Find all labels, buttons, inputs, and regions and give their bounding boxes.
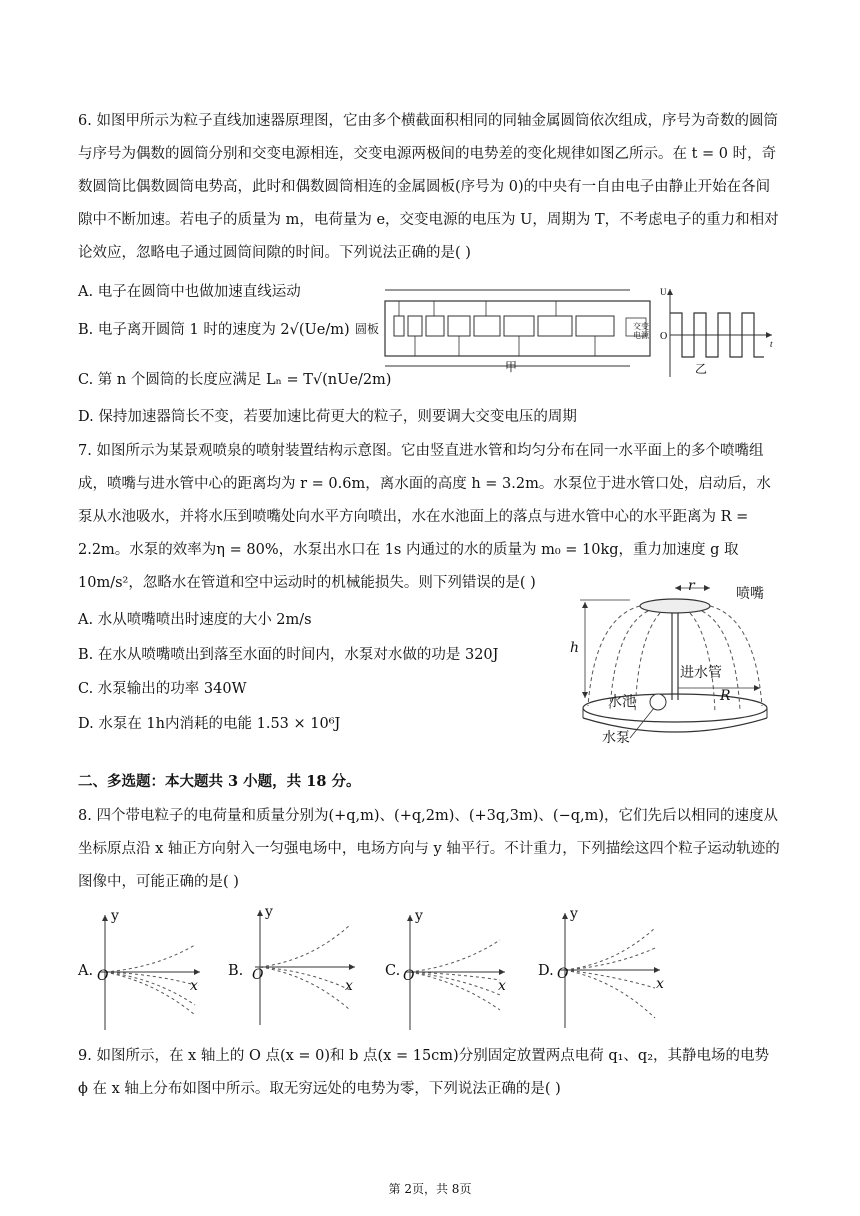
q8-option-d: D.: [538, 963, 554, 979]
q9-stem: 9. 如图所示，在 x 轴上的 O 点(x = 0)和 b 点(x = 15cm)分别固定放置两点电荷 q₁、q₂，其静电场的电势 ϕ 在 x 轴上分布如图中所示。取无穷远处的电势为零，下列说法正确的是( ): [78, 1048, 770, 1097]
svg-text:t: t: [770, 339, 773, 349]
label-pool: 水池: [608, 694, 636, 710]
section-multiple-choice: 二、多选题：本大题共 3 小题，共 18 分。: [78, 773, 361, 790]
q8-option-a: A.: [78, 963, 94, 979]
label-ac-source: 交变电源: [633, 322, 649, 340]
label-pump: 水泵: [602, 730, 630, 746]
q7-option-b: B. 在水从喷嘴喷出到落至水面的时间内，水泵对水做的功是 320J: [78, 647, 499, 663]
q7-stem: 7. 如图所示为某景观喷泉的喷射装置结构示意图。它由竖直进水管和均匀分布在同一水平面上的多个喷嘴组成，喷嘴与进水管中心的距离均为 r = 0.6m，离水面的高度 h = 3.2m。水泵位于进水管口处，启动后，水泵从水池吸水，并将水压到喷嘴处向水平方向喷出，水在水池面上的落点与进水管中心的水平距离为 R = 2.2m。水泵的效率为η = 80%，水泵出水口在 1s 内通过的水的质量为 m₀ = 10kg，重力加速度 g 取 10m/s²，忽略水在管道和空中运动时的机械能损失。则下列错误的是( ): [78, 443, 771, 591]
graph-c-o: O: [403, 968, 415, 984]
page-footer: 第 2页，共 8页: [388, 1182, 472, 1196]
graph-d-o: O: [557, 966, 569, 982]
label-plate: 圆板: [355, 322, 380, 336]
q7-option-c: C. 水泵输出的功率 340W: [78, 681, 247, 697]
label-nozzle: 喷嘴: [736, 586, 764, 602]
q7-option-d: D. 水泵在 1h内消耗的电能 1.53 × 10⁶J: [78, 716, 341, 732]
q6-option-c: C. 第 n 个圆筒的长度应满足 Lₙ = T√(nUe/2m): [78, 372, 392, 388]
graph-a: [95, 910, 205, 1035]
caption-jia: 甲: [505, 360, 518, 374]
q7-option-a: A. 水从喷嘴喷出时速度的大小 2m/s: [78, 612, 312, 628]
graph-d: [555, 908, 665, 1033]
caption-yi: 乙: [695, 362, 708, 376]
graph-c-y: y: [415, 908, 423, 924]
figure-square-wave: [650, 285, 780, 380]
graph-d-y: y: [570, 906, 578, 922]
label-r: r: [688, 578, 695, 594]
graph-a-y: y: [111, 908, 119, 924]
q8-option-c: C.: [385, 963, 401, 979]
label-h: h: [570, 640, 580, 656]
graph-b-x: x: [345, 978, 353, 994]
graph-c-x: x: [498, 978, 506, 994]
q8-stem: 8. 四个带电粒子的电荷量和质量分别为(+q,m)、(+q,2m)、(+3q,3m)、(−q,m)，它们先后以相同的速度从坐标原点沿 x 轴正方向射入一匀强电场中，电场方向与 y 轴平行。不计重力，下列描绘这四个粒子运动轨迹的图像中，可能正确的是( ): [78, 808, 780, 890]
q6-option-d: D. 保持加速器筒长不变，若要加速比荷更大的粒子，则要调大交变电压的周期: [78, 409, 577, 425]
graph-a-x: x: [190, 978, 198, 994]
graph-b-o: O: [252, 967, 264, 983]
label-pipe: 进水管: [680, 665, 722, 681]
figure-accelerator: [380, 286, 660, 381]
figure-fountain: [570, 578, 770, 748]
label-big-r: R: [720, 688, 731, 704]
graph-b-y: y: [265, 904, 273, 920]
q6-option-a: A. 电子在圆筒中也做加速直线运动: [78, 284, 301, 300]
q6-stem: 6. 如图甲所示为粒子直线加速器原理图，它由多个横截面积相同的同轴金属圆筒依次组成，序号为奇数的圆筒与序号为偶数的圆筒分别和交变电源相连，交变电源两极间的电势差的变化规律如图乙所示。在 t = 0 时，奇数圆筒比偶数圆筒电势高，此时和偶数圆筒相连的金属圆板(序号为 0)的中央有一自由电子由静止开始在各间隙中不断加速。若电子的质量为 m，电荷量为 e，交变电源的电压为 U，周期为 T，不考虑电子的重力和相对论效应，忽略电子通过圆筒间隙的时间。下列说法正确的是( ): [78, 113, 779, 261]
graph-b: [250, 905, 360, 1030]
svg-text:U: U: [660, 287, 667, 297]
graph-a-o: O: [97, 968, 109, 984]
graph-d-x: x: [656, 976, 664, 992]
svg-text:O: O: [660, 331, 668, 342]
graph-c: [400, 910, 510, 1035]
q6-option-b: B. 电子离开圆筒 1 时的速度为 2√(Ue/m): [78, 322, 350, 338]
q8-option-b: B.: [228, 963, 244, 979]
